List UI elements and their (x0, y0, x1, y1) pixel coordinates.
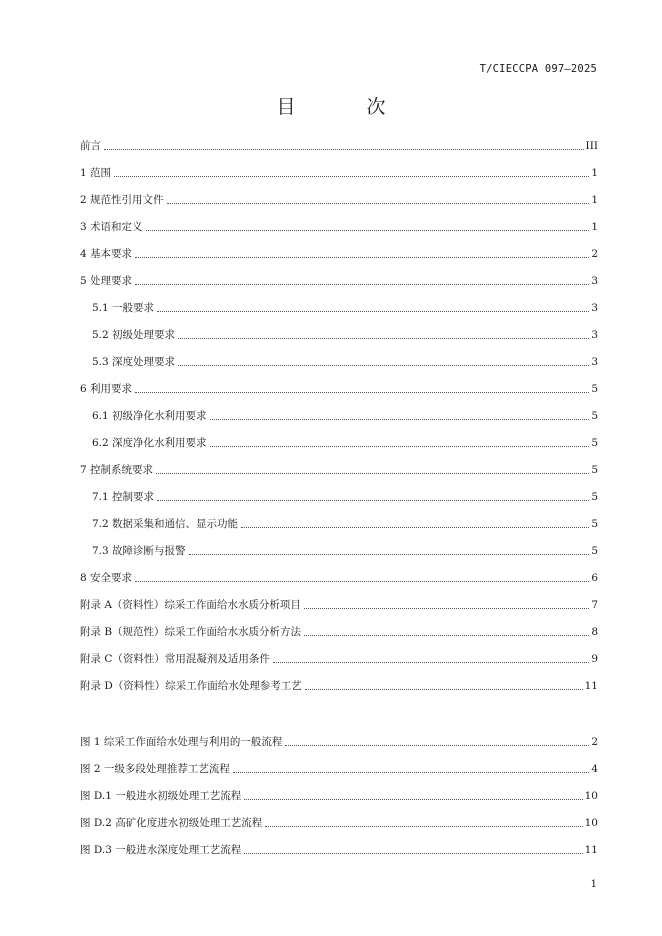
dot-leader (146, 230, 590, 231)
toc-entry-label: 附录 C（资料性）常用混凝剂及适用条件 (80, 653, 270, 665)
toc-entry-label: 5.3 深度处理要求 (92, 356, 176, 368)
toc-entry-basic-requirements[interactable] (80, 245, 598, 261)
toc-entry-label: 5.2 初级处理要求 (92, 329, 176, 341)
dot-leader (285, 745, 589, 746)
document-code: T/CIECCPA 097—2025 (479, 63, 597, 75)
toc-entry-terms-definitions[interactable] (80, 218, 598, 234)
toc-entry-label: 6.1 初级净化水利用要求 (92, 410, 207, 422)
figure-entry-d2[interactable] (80, 814, 598, 830)
toc-entry-page: 3 (591, 329, 598, 341)
dot-leader (244, 853, 582, 854)
toc-entry-label: 前言 (80, 140, 101, 152)
figure-entry-label: 图 D.1 一般进水初级处理工艺流程 (80, 790, 242, 802)
toc-entry-label: 7 控制系统要求 (80, 464, 154, 476)
toc-entry-page: 1 (591, 194, 598, 206)
toc-entry-page: 5 (591, 383, 598, 395)
toc-entry-label: 4 基本要求 (80, 248, 133, 260)
figure-entry-label: 图 D.3 一般进水深度处理工艺流程 (80, 844, 242, 856)
dot-leader (304, 635, 589, 636)
figure-entry-page: 4 (591, 763, 598, 775)
dot-leader (304, 608, 589, 609)
toc-entry-control-system[interactable] (80, 461, 598, 477)
toc-entry-page: 5 (591, 410, 598, 422)
toc-entry-appendix-b[interactable] (80, 623, 598, 639)
dot-leader (157, 311, 589, 312)
toc-entry-page: 5 (591, 518, 598, 530)
toc-entry-fault-diagnosis[interactable] (92, 542, 598, 558)
dot-leader (305, 689, 583, 690)
dot-leader (135, 257, 589, 258)
figure-entry-label: 图 D.2 高矿化度进水初级处理工艺流程 (80, 817, 263, 829)
figure-entry-page: 11 (584, 844, 598, 856)
toc-entry-label: 5 处理要求 (80, 275, 133, 287)
toc-entry-label: 附录 A（资料性）综采工作面给水水质分析项目 (80, 599, 301, 611)
toc-entry-page: 1 (591, 167, 598, 179)
toc-entry-appendix-a[interactable] (80, 596, 598, 612)
toc-entry-label: 8 安全要求 (80, 572, 133, 584)
toc-entry-label: 7.3 故障诊断与报警 (92, 545, 186, 557)
figure-entry-page: 2 (591, 736, 598, 748)
dot-leader (114, 176, 589, 177)
toc-entry-label: 6.2 深度净化水利用要求 (92, 437, 207, 449)
toc-entry-page: 1 (591, 221, 598, 233)
toc-entry-label: 附录 B（规范性）综采工作面给水水质分析方法 (80, 626, 302, 638)
figure-entry-2[interactable] (80, 760, 598, 776)
toc-entry-page: 3 (591, 302, 598, 314)
toc-entry-page: 5 (591, 437, 598, 449)
toc-entry-general-requirements[interactable] (92, 299, 598, 315)
toc-entry-page: 3 (591, 356, 598, 368)
toc-entry-label: 附录 D（资料性）综采工作面给水处理参考工艺 (80, 680, 302, 692)
figure-entry-d1[interactable] (80, 787, 598, 803)
toc-entry-data-acquisition[interactable] (92, 515, 598, 531)
toc-entry-page: 5 (591, 464, 598, 476)
toc-entry-foreword[interactable] (80, 137, 598, 153)
toc-entry-label: 2 规范性引用文件 (80, 194, 164, 206)
toc-entry-page: 5 (591, 491, 598, 503)
toc-entry-label: 3 术语和定义 (80, 221, 143, 233)
figure-entry-page: 10 (584, 817, 598, 829)
toc-entry-page: 2 (591, 248, 598, 260)
figure-entry-label: 图 2 一级多段处理推荐工艺流程 (80, 763, 230, 775)
toc-entry-normative-references[interactable] (80, 191, 598, 207)
toc-entry-page: 9 (591, 653, 598, 665)
toc-entry-scope[interactable] (80, 164, 598, 180)
toc-entry-page: 7 (591, 599, 598, 611)
toc-entry-label: 7.1 控制要求 (92, 491, 155, 503)
toc-entry-page: 8 (591, 626, 598, 638)
toc-entry-label: 6 利用要求 (80, 383, 133, 395)
toc-title: 目 次 (276, 96, 412, 118)
dot-leader (210, 446, 590, 447)
page-number: 1 (590, 879, 597, 890)
dot-leader (104, 149, 584, 150)
toc-entry-label: 1 范围 (80, 167, 112, 179)
toc-entry-page: 6 (591, 572, 598, 584)
toc-entry-label: 7.2 数据采集和通信、显示功能 (92, 518, 239, 530)
toc-entry-control-requirements[interactable] (92, 488, 598, 504)
dot-leader (157, 500, 589, 501)
toc-entry-page: 5 (591, 545, 598, 557)
dot-leader (178, 365, 589, 366)
dot-leader (241, 527, 589, 528)
dot-leader (273, 662, 589, 663)
toc-entry-label: 5.1 一般要求 (92, 302, 155, 314)
dot-leader (135, 581, 589, 582)
toc-entry-advanced-water-utilization[interactable] (92, 434, 598, 450)
dot-leader (178, 338, 589, 339)
toc-entry-treatment-requirements[interactable] (80, 272, 598, 288)
dot-leader (244, 799, 582, 800)
dot-leader (135, 392, 589, 393)
dot-leader (265, 826, 582, 827)
toc-entry-appendix-c[interactable] (80, 650, 598, 666)
figure-entry-1[interactable] (80, 733, 598, 749)
dot-leader (167, 203, 590, 204)
toc-entry-advanced-treatment[interactable] (92, 353, 598, 369)
toc-entry-appendix-d[interactable] (80, 677, 598, 693)
dot-leader (156, 473, 589, 474)
dot-leader (189, 554, 590, 555)
dot-leader (210, 419, 590, 420)
toc-entry-page: III (585, 140, 598, 152)
toc-entry-safety-requirements[interactable] (80, 569, 598, 585)
toc-entry-page: 3 (591, 275, 598, 287)
figure-entry-d3[interactable] (80, 841, 598, 857)
dot-leader (233, 772, 589, 773)
toc-entry-primary-water-utilization[interactable] (92, 407, 598, 423)
toc-entry-page: 11 (584, 680, 598, 692)
toc-entry-primary-treatment[interactable] (92, 326, 598, 342)
dot-leader (135, 284, 589, 285)
toc-entry-utilization-requirements[interactable] (80, 380, 598, 396)
figure-entry-page: 10 (584, 790, 598, 802)
figure-entry-label: 图 1 综采工作面给水处理与利用的一般流程 (80, 736, 283, 748)
